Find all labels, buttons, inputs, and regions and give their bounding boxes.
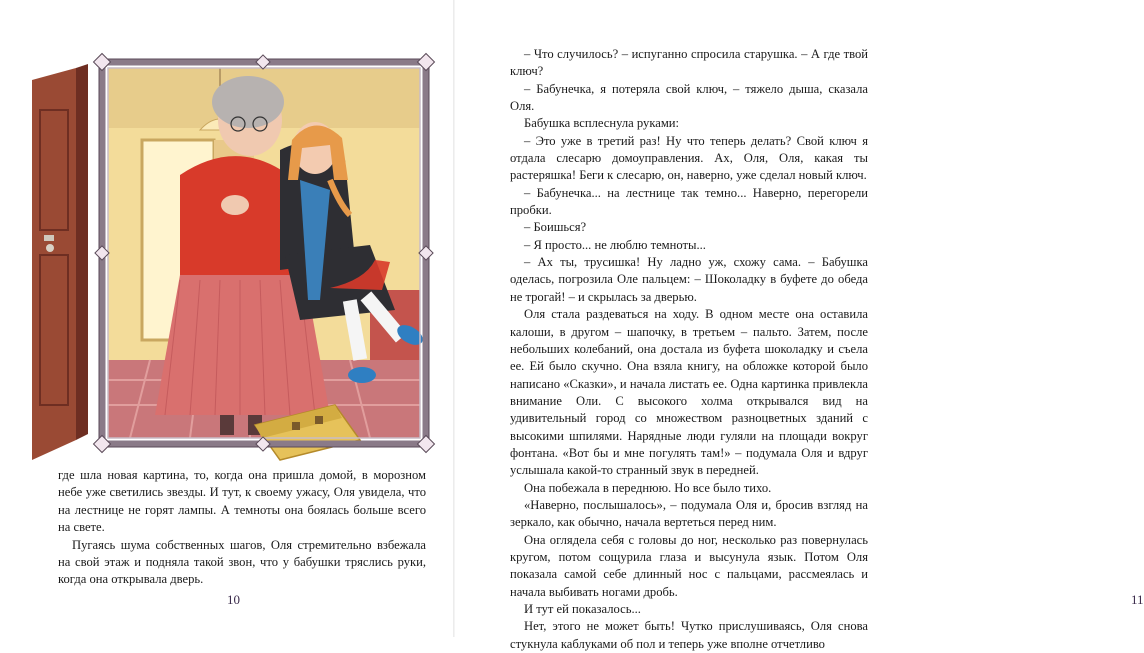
right-page-text (510, 46, 868, 653)
paragraph: Пугаясь шума собственных шагов, Оля стремительно взбежала на свой этаж и подняла такой звон, что у бабушки тряслись руки, когда она открывала дверь. (58, 537, 426, 587)
paragraph: Нет, этого не может быть! Чутко прислушиваясь, Оля снова стукнула каблуками об пол и теперь уже вполне отчетливо (510, 619, 868, 651)
story-illustration (30, 30, 440, 460)
left-page (0, 0, 454, 637)
page-number-left: 10 (227, 592, 240, 607)
right-page (455, 0, 1144, 651)
open-door (32, 64, 88, 460)
paragraph: Бабушка всплеснула руками: (524, 116, 680, 131)
paragraph: – Это уже в третий раз! Ну что теперь делать? Свой ключ я отдала слесарю домоуправления. Ах, Оля, Оля, какая ты растеряшка! Беги к слесарю, он, наверно, уже сделал новый ключ. (510, 133, 868, 183)
paragraph: Она побежала в переднюю. Но все было тихо. (524, 480, 772, 495)
paragraph: Оля стала раздеваться на ходу. В одном месте она оставила калоши, в другом – шапочку, в третьем – пальто. Затем, после небольших колебаний, она достала из буфета шоколадку и съела ее. Ей было скучно. Она взяла книгу, на обложке которой было написано «Сказки», и начала листать ее. Одна картинка привлекла внимание Оли. С высокого холма открывался вид на удивительный город со множеством разноцветных зданий с высокими шпилями. Нарядные люди гуляли на площади вокруг фонтана. «Вот бы и мне погулять там!» – подумала Оля и вдруг услышала какой-то странный звук в передней. (510, 307, 868, 478)
paragraph: «Наверно, послышалось», – подумала Оля и, бросив взгляд на зеркало, как обычно, начала вертеться перед ним. (510, 497, 868, 530)
paragraph: – Ах ты, трусишка! Ну ладно уж, схожу сама. – Бабушка оделась, погрозила Оле пальцем: – Шоколадку в буфете до обеда не трогай! – и скрылась за дверью. (510, 255, 868, 304)
left-page-text (58, 467, 426, 589)
paragraph: Она оглядела себя с головы до ног, несколько раз повернулась кругом, потом сощурила глаза и высунула язык. Потом Оля показала самой себе длинный нос с пальцами, рассмеялась и начала выбивать ногами дробь. (510, 532, 868, 599)
paragraph: – Боишься? (524, 220, 587, 235)
paragraph: – Я просто... не люблю темноты... (524, 237, 706, 252)
paragraph: – Бабунечка, я потеряла свой ключ, – тяжело дыша, сказала Оля. (510, 81, 868, 114)
paragraph: – Бабунечка... на лестнице так темно... Наверно, перегорели пробки. (510, 185, 868, 218)
page-number-right: 11 (1131, 592, 1144, 607)
door-knob-icon (46, 244, 54, 252)
paragraph: И тут ей показалось... (524, 602, 641, 616)
paragraph: где шла новая картина, то, когда она пришла домой, в морозном небе уже светились звезды. И тут, к своему ужасу, Оля увидела, что на лестнице не горят лампы. А темноты она боялась больше всего на свете. (58, 468, 426, 535)
paragraph: – Что случилось? – испуганно спросила старушка. – А где твой ключ? (510, 47, 868, 79)
